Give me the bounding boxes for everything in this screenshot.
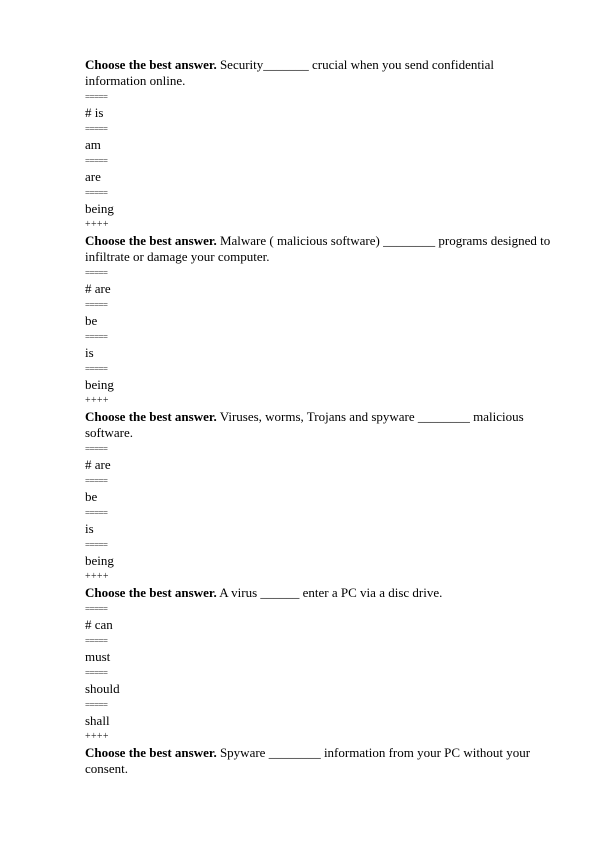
answer-option: be: [85, 489, 98, 504]
answer-option: are: [85, 169, 101, 184]
answer-option: # can: [85, 617, 113, 632]
question-lead: Choose the best answer.: [85, 745, 217, 760]
answer-option: am: [85, 137, 101, 152]
answer-option: should: [85, 681, 120, 696]
answer-option: must: [85, 649, 111, 664]
answer-option: shall: [85, 713, 110, 728]
question-block-1: [85, 57, 555, 233]
question-body: Malware ( malicious software) ________ programs designed to infiltrate or damage your computer.: [85, 233, 551, 264]
question-text: [85, 57, 555, 89]
answer-option: being: [85, 377, 114, 392]
question-block-3: [85, 409, 555, 585]
question-block-4: [85, 585, 555, 745]
separator: =====: [85, 668, 108, 678]
separator: =====: [85, 92, 108, 102]
separator: =====: [85, 700, 108, 710]
question-body: Spyware ________ information from your PC without your consent.: [85, 745, 531, 776]
question-body: Viruses, worms, Trojans and spyware ________ malicious software.: [85, 409, 524, 440]
separator: =====: [85, 540, 108, 550]
question-end-marker: ++++: [85, 219, 109, 230]
question-text: [85, 585, 555, 601]
question-body: A virus ______ enter a PC via a disc drive.: [216, 585, 443, 600]
answer-option: being: [85, 553, 114, 568]
separator: =====: [85, 268, 108, 278]
question-lead: Choose the best answer.: [85, 233, 217, 248]
question-end-marker: ++++: [85, 395, 109, 406]
separator: =====: [85, 364, 108, 374]
separator: =====: [85, 124, 108, 134]
answer-option: # are: [85, 457, 111, 472]
question-end-marker: ++++: [85, 571, 109, 582]
answer-option: be: [85, 313, 98, 328]
separator: =====: [85, 188, 108, 198]
question-lead: Choose the best answer.: [85, 585, 217, 600]
question-body: Security_______ crucial when you send confidential information online.: [85, 57, 494, 88]
answer-option: is: [85, 345, 94, 360]
answer-option: # is: [85, 105, 104, 120]
answer-option: being: [85, 201, 114, 216]
question-text: [85, 233, 555, 265]
answer-option: is: [85, 521, 94, 536]
separator: =====: [85, 156, 108, 166]
question-text: [85, 409, 555, 441]
separator: =====: [85, 604, 108, 614]
question-lead: Choose the best answer.: [85, 409, 217, 424]
question-lead: Choose the best answer.: [85, 57, 217, 72]
separator: =====: [85, 476, 108, 486]
question-block-2: [85, 233, 555, 409]
separator: =====: [85, 444, 108, 454]
separator: =====: [85, 508, 108, 518]
question-text: [85, 745, 555, 777]
separator: =====: [85, 332, 108, 342]
question-end-marker: ++++: [85, 731, 109, 742]
separator: =====: [85, 636, 108, 646]
question-block-5: [85, 745, 555, 777]
document-page: [85, 57, 555, 777]
separator: =====: [85, 300, 108, 310]
answer-option: # are: [85, 281, 111, 296]
